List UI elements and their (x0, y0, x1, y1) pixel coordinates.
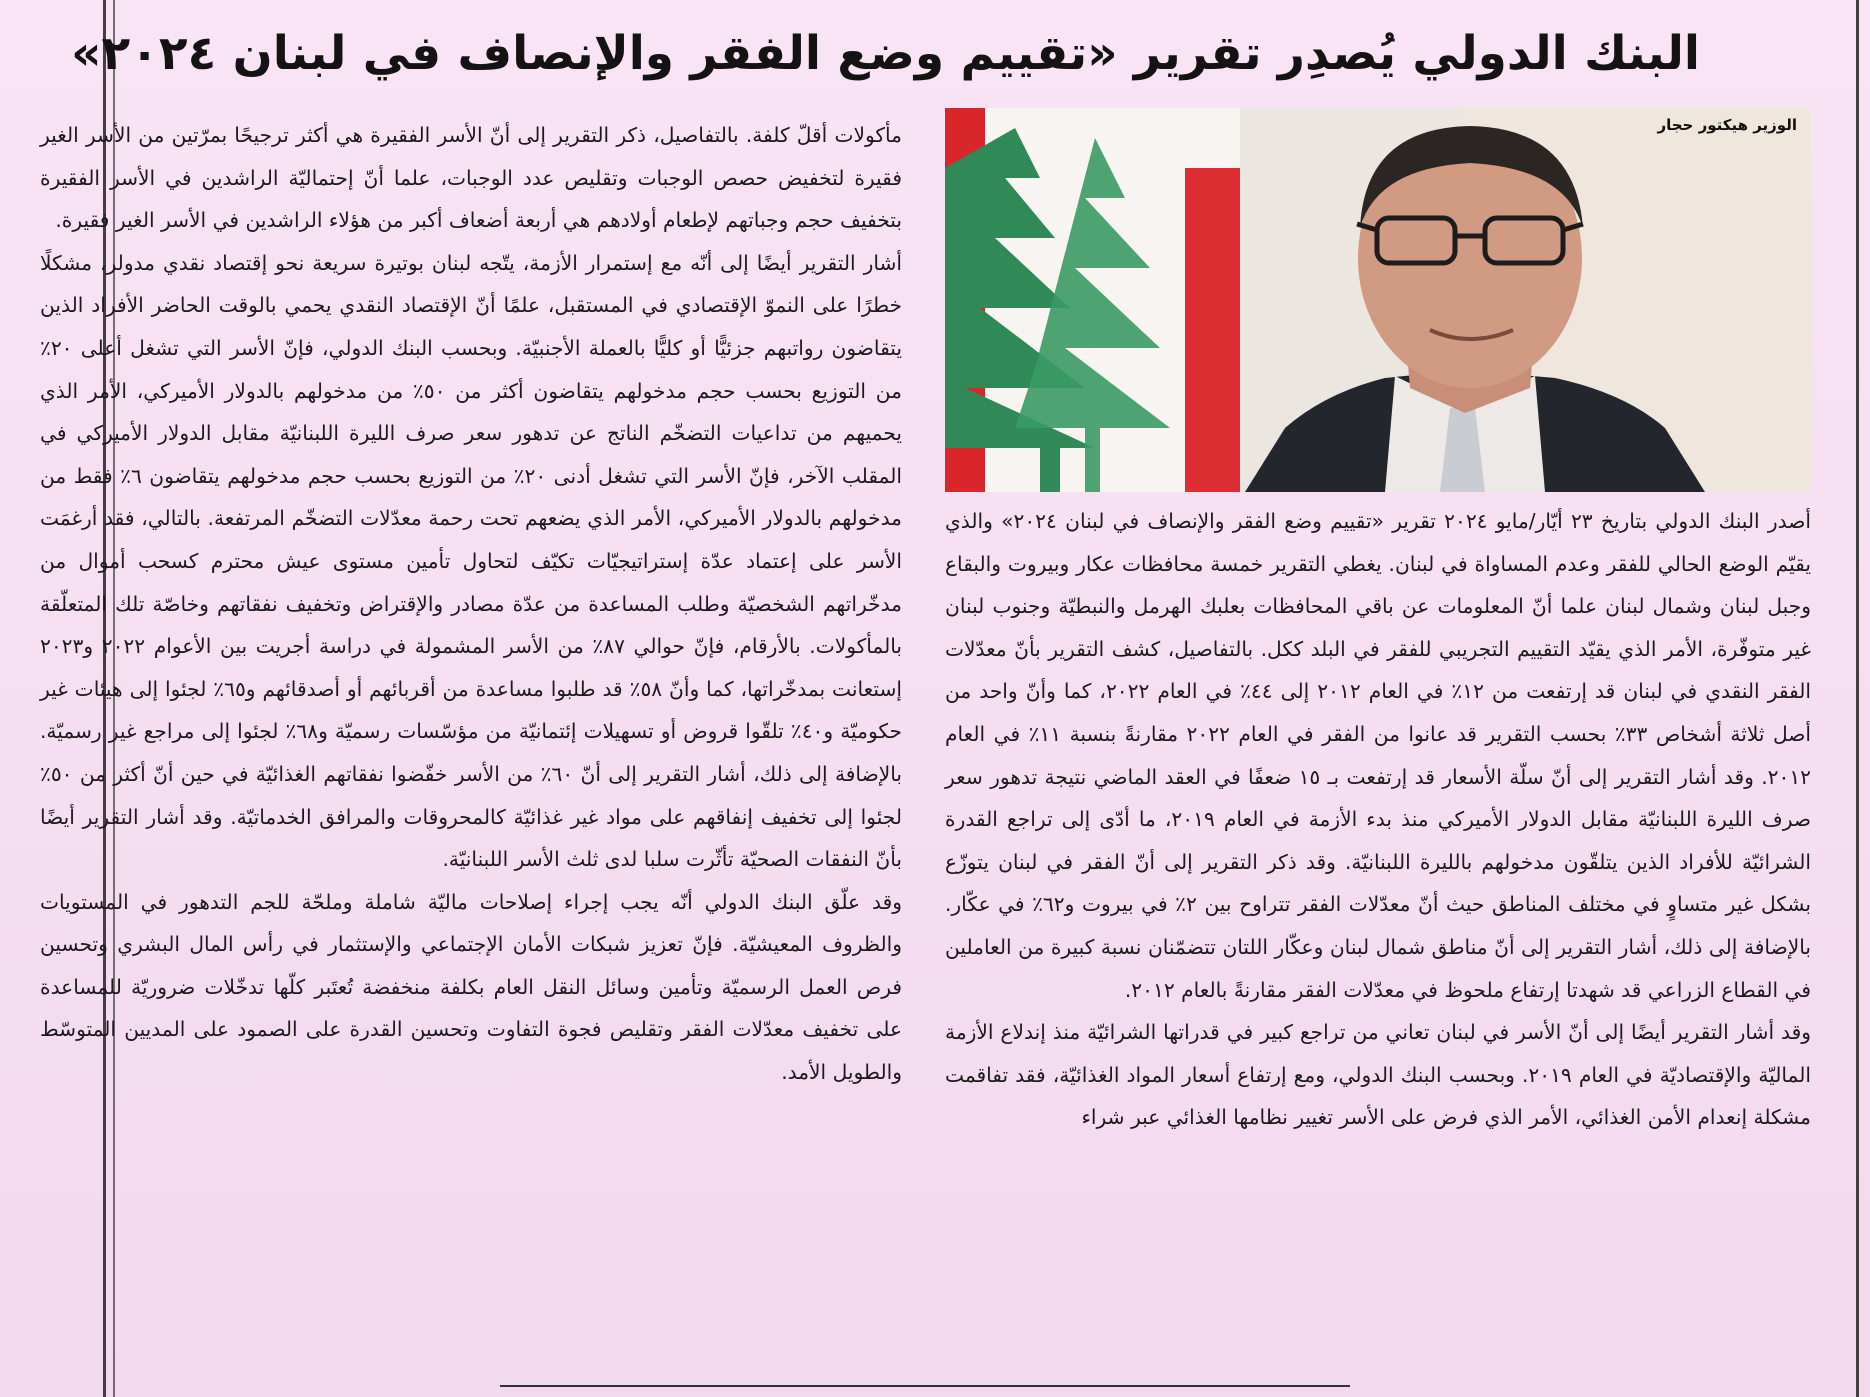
article-column-left (40, 114, 902, 1354)
article-column-right (945, 500, 1811, 1355)
photo-caption: الوزير هيكتور حجار (1657, 116, 1797, 134)
bottom-rule (500, 1385, 1350, 1387)
article-paragraph: وقد أشار التقرير أيضًا إلى أنّ الأسر في لبنان تعاني من تراجع كبير في قدراتها الشرائيّة منذ إندلاع الأزمة الماليّة والإقتصاديّة في العام ٢٠١٩. وبحسب البنك الدولي، ومع إرتفاع أسعار المواد الغذائيّة، فقد تفاقمت مشكلة إنعدام الأمن الغذائي، الأمر الذي فرض على الأسر تغيير نظامها الغذائي عبر شراء (945, 1020, 1811, 1130)
article-paragraph: وقد علّق البنك الدولي أنّه يجب إجراء إصلاحات ماليّة شاملة وملحّة للجم التدهور في المستويات والظروف المعيشيّة. فإنّ تعزيز شبكات الأمان الإجتماعي والإستثمار في رأس المال البشري وتحسين فرص العمل الرسميّة وتأمين وسائل النقل العام بكلفة منخفضة تُعتَبر كلّها تدخّلات ضروريّة للمساعدة على تخفيف معدّلات الفقر وتقليص فجوة التفاوت وتحسين القدرة على الصمود على المديين المتوسّط والطويل الأمد. (40, 889, 902, 1085)
minister-portrait (945, 108, 1811, 492)
article-paragraph: أشار التقرير أيضًا إلى أنّه مع إستمرار الأزمة، يتّجه لبنان بوتيرة سريعة نحو إقتصاد نقدي مدولر، مشكلًا خطرًا على النموّ الإقتصادي في المستقبل، علمًا أنّ الإقتصاد النقدي يحمي بالوقت الحاضر الأفراد الذين يتقاضون رواتبهم جزئيًّا أو كليًّا بالعملة الأجنبيّة. وبحسب البنك الدولي، فإنّ الأسر التي تشغل أعلى ٢٠٪ من التوزيع بحسب حجم مدخولهم يتقاضون أكثر من ٥٠٪ من مدخولهم بالدولار الأميركي، الأمر الذي يحميهم من تداعيات التضخّم الناتج عن تدهور سعر صرف الليرة اللبنانيّة مقابل الدولار الأميركي في المقلب الآخر، فإنّ الأسر التي تشغل أدنى ٢٠٪ من التوزيع بحسب حجم مدخولهم يتقاضون ٦٪ فقط من مدخولهم بالدولار الأميركي، الأمر الذي يضعهم تحت رحمة معدّلات التضخّم المرتفعة. بالتالي، فقد أرغمَت الأسر على إعتماد عدّة إستراتيجيّات تكيّف لتحاول تأمين مستوى عيش محترم كسحب أموال من مدخّراتهم الشخصيّة وطلب المساعدة من عدّة مصادر والإقتراض وتخفيف نفقاتهم وخاصّة تلك المتعلّقة بالمأكولات. بالأرقام، فإنّ حوالي ٨٧٪ من الأسر المشمولة في دراسة أجريت بين الأعوام ٢٠٢٢ و٢٠٢٣ إستعانت بمدخّراتها، كما وأنّ ٥٨٪ قد طلبوا مساعدة من أقربائهم أو أصدقائهم و٦٥٪ لجئوا إلى هيئات غير حكوميّة و٤٠٪ تلقّوا قروض أو تسهيلات إئتمانيّة من مؤسّسات رسميّة و٦٨٪ لجئوا إلى مراجع غير رسميّة. بالإضافة إلى ذلك، أشار التقرير إلى أنّ ٦٠٪ من الأسر خفّضوا نفقاتهم الغذائيّة في حين أنّ أكثر من ٥٠٪ لجئوا إلى تخفيف إنفاقهم على مواد غير غذائيّة كالمحروقات والمرافق الخدماتيّة. وقد أشار التقرير أيضًا بأنّ النفقات الصحيّة تأثّرت سلبا لدى ثلث الأسر اللبنانيّة. (40, 250, 903, 872)
article-paragraph: أصدر البنك الدولي بتاريخ ٢٣ أيّار/مايو ٢٠٢٤ تقرير «تقييم وضع الفقر والإنصاف في لبنان ٢٠٢٤» والذي يقيّم الوضع الحالي للفقر وعدم المساواة في لبنان. يغطي التقرير خمسة محافظات عكار وبيروت والبقاع وجبل لبنان وشمال لبنان علما أنّ المعلومات عن باقي المحافظات بعلبك الهرمل والنبطيّة وجنوب لبنان غير متوفّرة، الأمر الذي يقيّد التقييم التجريبي للفقر في البلد ككل. بالتفاصيل، كشف التقرير بأنّ معدّلات الفقر النقدي في لبنان قد إرتفعت من ١٢٪ في العام ٢٠١٢ إلى ٤٤٪ في العام ٢٠٢٢، كما وأنّ واحد من أصل ثلاثة أشخاص ٣٣٪ بحسب التقرير قد عانوا من الفقر في العام ٢٠٢٢ مقارنةً بنسبة ١١٪ في العام ٢٠١٢. وقد أشار التقرير إلى أنّ سلّة الأسعار قد إرتفعت بـ ١٥ ضعفًا في العقد الماضي نتيجة تدهور سعر صرف الليرة اللبنانيّة مقابل الدولار الأميركي منذ بدء الأزمة في العام ٢٠١٩، ما أدّى إلى تراجع القدرة الشرائيّة للأفراد الذين يتلقّون مدخولهم بالليرة اللبنانيّة. وقد ذكر التقرير إلى أنّ الفقر في لبنان يتوزّع بشكل غير متساوٍ في مختلف المناطق حيث أنّ معدّلات الفقر تتراوح بين ٢٪ في بيروت و٦٢٪ في عكّار. بالإضافة إلى ذلك، أشار التقرير إلى أنّ مناطق شمال لبنان وعكّار اللتان تتضمّنان نسبة كبيرة من العاملين في القطاع الزراعي قد شهدتا إرتفاع ملحوظ في معدّلات الفقر مقارنةً بالعام ٢٠١٢. (945, 509, 1812, 1002)
lebanese-flag-icon (945, 108, 1240, 492)
scan-artifact-line (1856, 0, 1859, 1397)
article-paragraph: مأكولات أقلّ كلفة. بالتفاصيل، ذكر التقرير إلى أنّ الأسر الفقيرة هي أكثر ترجيحًا بمرّتين من الأسر الغير فقيرة لتخفيض حصص الوجبات وتقليص عدد الوجبات، علما أنّ إحتماليّة الراشدين في الأسر الفقيرة بتخفيف حجم وجباتهم لإطعام أولادهم هي أربعة أضعاف أكبر من هؤلاء الراشدين في الأسر الغير فقيرة. (40, 123, 902, 233)
article-headline: البنك الدولي يُصدِر تقرير «تقييم وضع الفقر والإنصاف في لبنان ٢٠٢٤» (71, 26, 1700, 81)
article-photo (945, 108, 1811, 492)
